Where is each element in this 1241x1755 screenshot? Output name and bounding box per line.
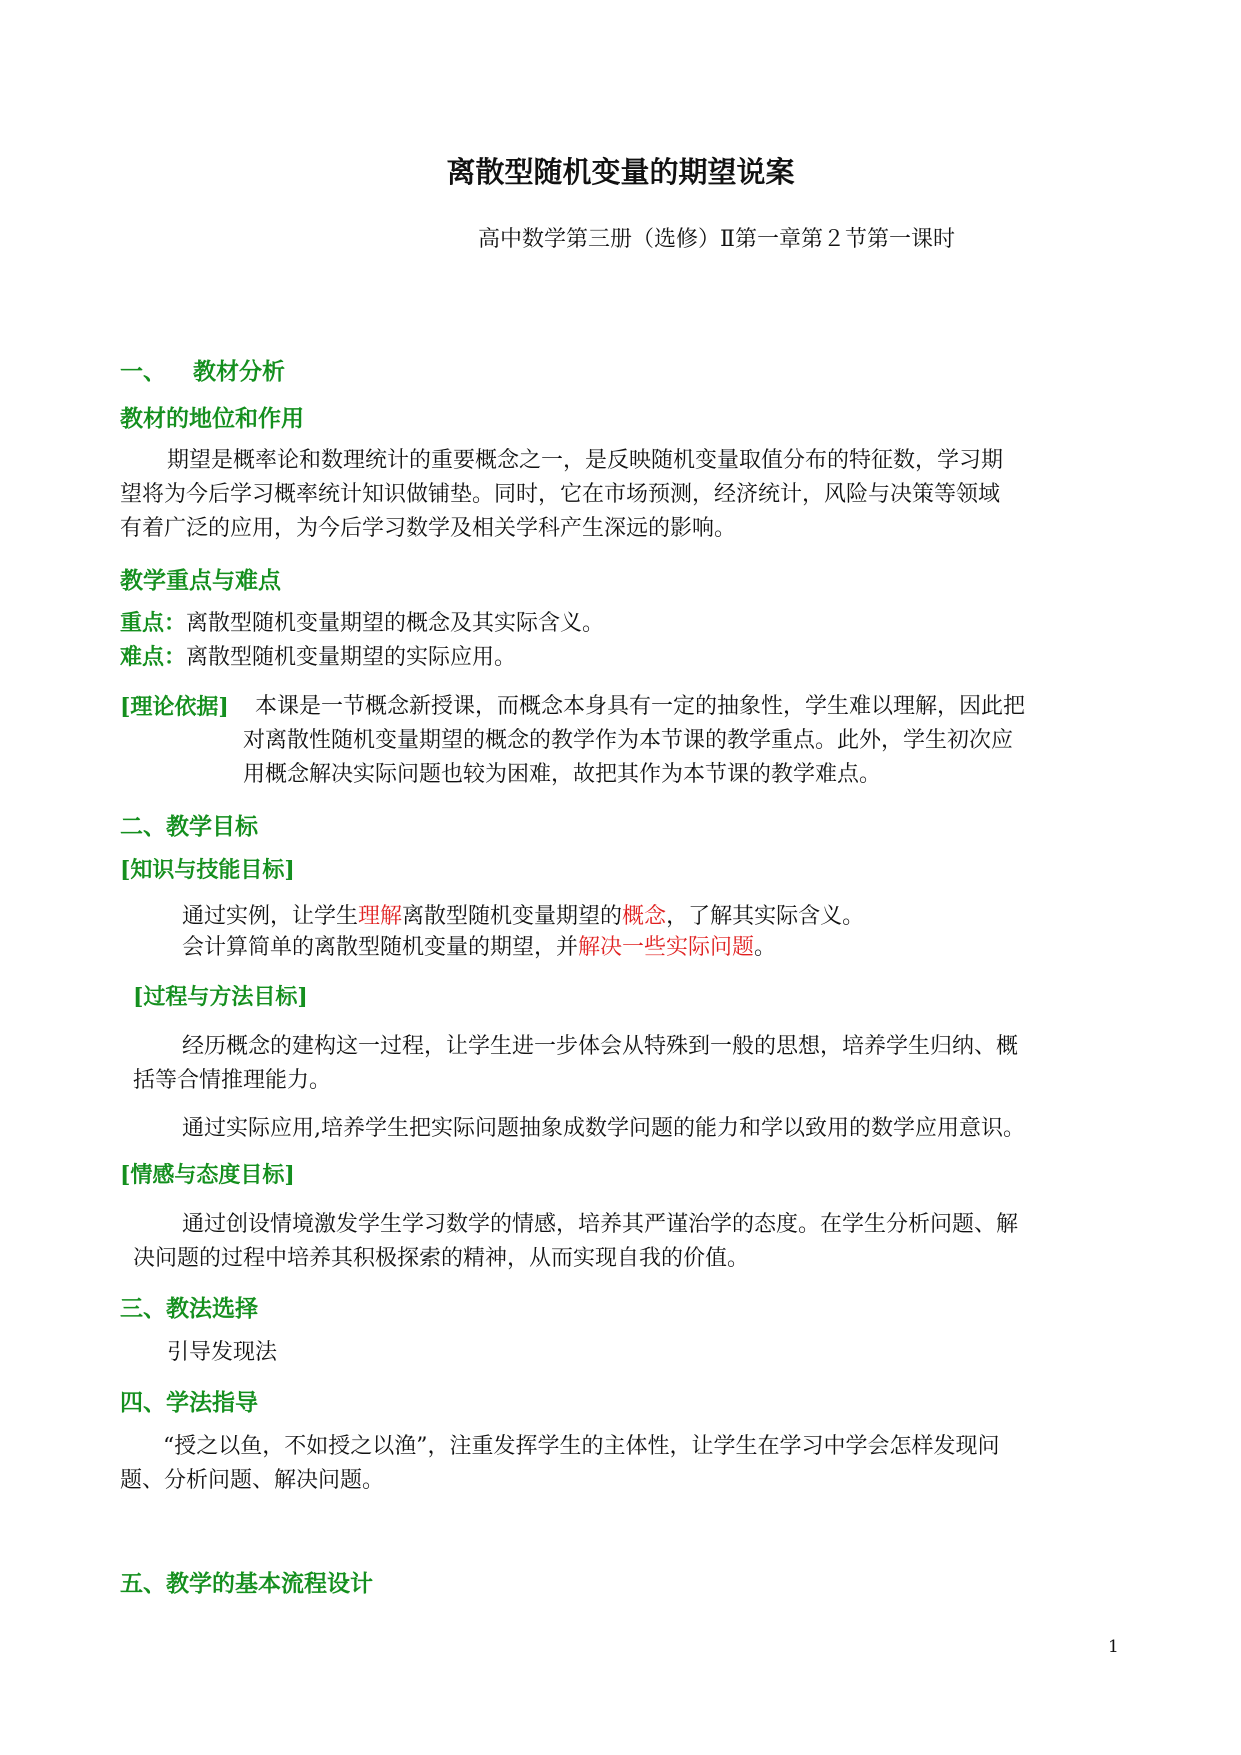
section-1-title: 教材分析 bbox=[193, 358, 285, 385]
process-goal-line-2: 括等合情推理能力。 bbox=[133, 1068, 332, 1093]
theory-basis-line-3: 用概念解决实际问题也较为困难，故把其作为本节课的教学难点。 bbox=[243, 762, 882, 787]
knowledge-goal-1-highlight-understand: 理解 bbox=[358, 904, 403, 929]
section-2-title: 二、教学目标 bbox=[120, 813, 258, 840]
knowledge-goal-1-highlight-concept: 概念 bbox=[622, 904, 667, 929]
knowledge-goal-2-part-b: 。 bbox=[754, 935, 777, 960]
key-point-text: 离散型随机变量期望的概念及其实际含义。 bbox=[186, 611, 605, 636]
knowledge-goal-1-part-b: 离散型随机变量期望的 bbox=[402, 904, 623, 929]
study-guide-line-1: “授之以鱼，不如授之以渔”，注重发挥学生的主体性，让学生在学习中学会怎样发现问 bbox=[163, 1434, 1000, 1459]
theory-basis-line-2: 对离散性随机变量期望的概念的教学作为本节课的教学重点。此外，学生初次应 bbox=[243, 728, 1014, 753]
knowledge-goal-2-part-a: 会计算简单的离散型随机变量的期望，并 bbox=[182, 935, 579, 960]
knowledge-goal-2-highlight-solve: 解决一些实际问题 bbox=[578, 935, 755, 960]
difficulty-line bbox=[120, 640, 516, 675]
section-5-title: 五、教学的基本流程设计 bbox=[120, 1570, 373, 1597]
section-1-number: 一、 bbox=[120, 358, 166, 385]
process-goal-paragraph-2: 通过实际应用,培养学生把实际问题抽象成数学问题的能力和学以致用的数学应用意识。 bbox=[182, 1116, 1025, 1141]
knowledge-goal-1-part-c: ，了解其实际含义。 bbox=[666, 904, 865, 929]
knowledge-goal-heading: [知识与技能目标] bbox=[120, 857, 295, 883]
section-3-title: 三、教法选择 bbox=[120, 1295, 258, 1322]
knowledge-goal-line-2 bbox=[182, 931, 776, 965]
theory-basis-label: [理论依据] bbox=[120, 694, 229, 720]
emotion-goal-heading: [情感与态度目标] bbox=[120, 1162, 295, 1188]
knowledge-goal-1-part-a: 通过实例，让学生 bbox=[182, 904, 359, 929]
role-paragraph-line-1: 期望是概率论和数理统计的重要概念之一，是反映随机变量取值分布的特征数，学习期 bbox=[167, 448, 1004, 473]
role-paragraph-line-3: 有着广泛的应用，为今后学习数学及相关学科产生深远的影响。 bbox=[120, 516, 737, 541]
section-4-title: 四、学法指导 bbox=[120, 1389, 258, 1416]
process-goal-line-1: 经历概念的建构这一过程，让学生进一步体会从特殊到一般的思想，培养学生归纳、概 bbox=[182, 1034, 1019, 1059]
role-paragraph-line-2: 望将为今后学习概率统计知识做铺垫。同时，它在市场预测，经济统计，风险与决策等领域 bbox=[120, 482, 1001, 507]
study-guide-line-2: 题、分析问题、解决问题。 bbox=[120, 1468, 385, 1493]
document-subtitle: 高中数学第三册（选修）Ⅱ第一章第２节第一课时 bbox=[478, 227, 955, 252]
process-goal-heading: [过程与方法目标] bbox=[133, 984, 308, 1010]
difficulty-text: 离散型随机变量期望的实际应用。 bbox=[186, 645, 517, 670]
subsection-role-heading: 教材的地位和作用 bbox=[120, 405, 304, 432]
teaching-method-text: 引导发现法 bbox=[167, 1340, 278, 1365]
difficulty-label: 难点： bbox=[120, 644, 187, 670]
theory-basis-line-1: 本课是一节概念新授课，而概念本身具有一定的抽象性，学生难以理解，因此把 bbox=[255, 694, 1026, 719]
key-point-label: 重点： bbox=[120, 610, 187, 636]
knowledge-goal-line-1 bbox=[182, 900, 864, 934]
emotion-goal-line-2: 决问题的过程中培养其积极探索的精神，从而实现自我的价值。 bbox=[133, 1246, 750, 1271]
emotion-goal-line-1: 通过创设情境激发学生学习数学的情感，培养其严谨治学的态度。在学生分析问题、解 bbox=[182, 1212, 1019, 1237]
subsection-focus-heading: 教学重点与难点 bbox=[120, 567, 281, 594]
document-title: 离散型随机变量的期望说案 bbox=[446, 155, 795, 189]
page-number: 1 bbox=[1108, 1637, 1119, 1657]
key-point-line bbox=[120, 606, 604, 641]
